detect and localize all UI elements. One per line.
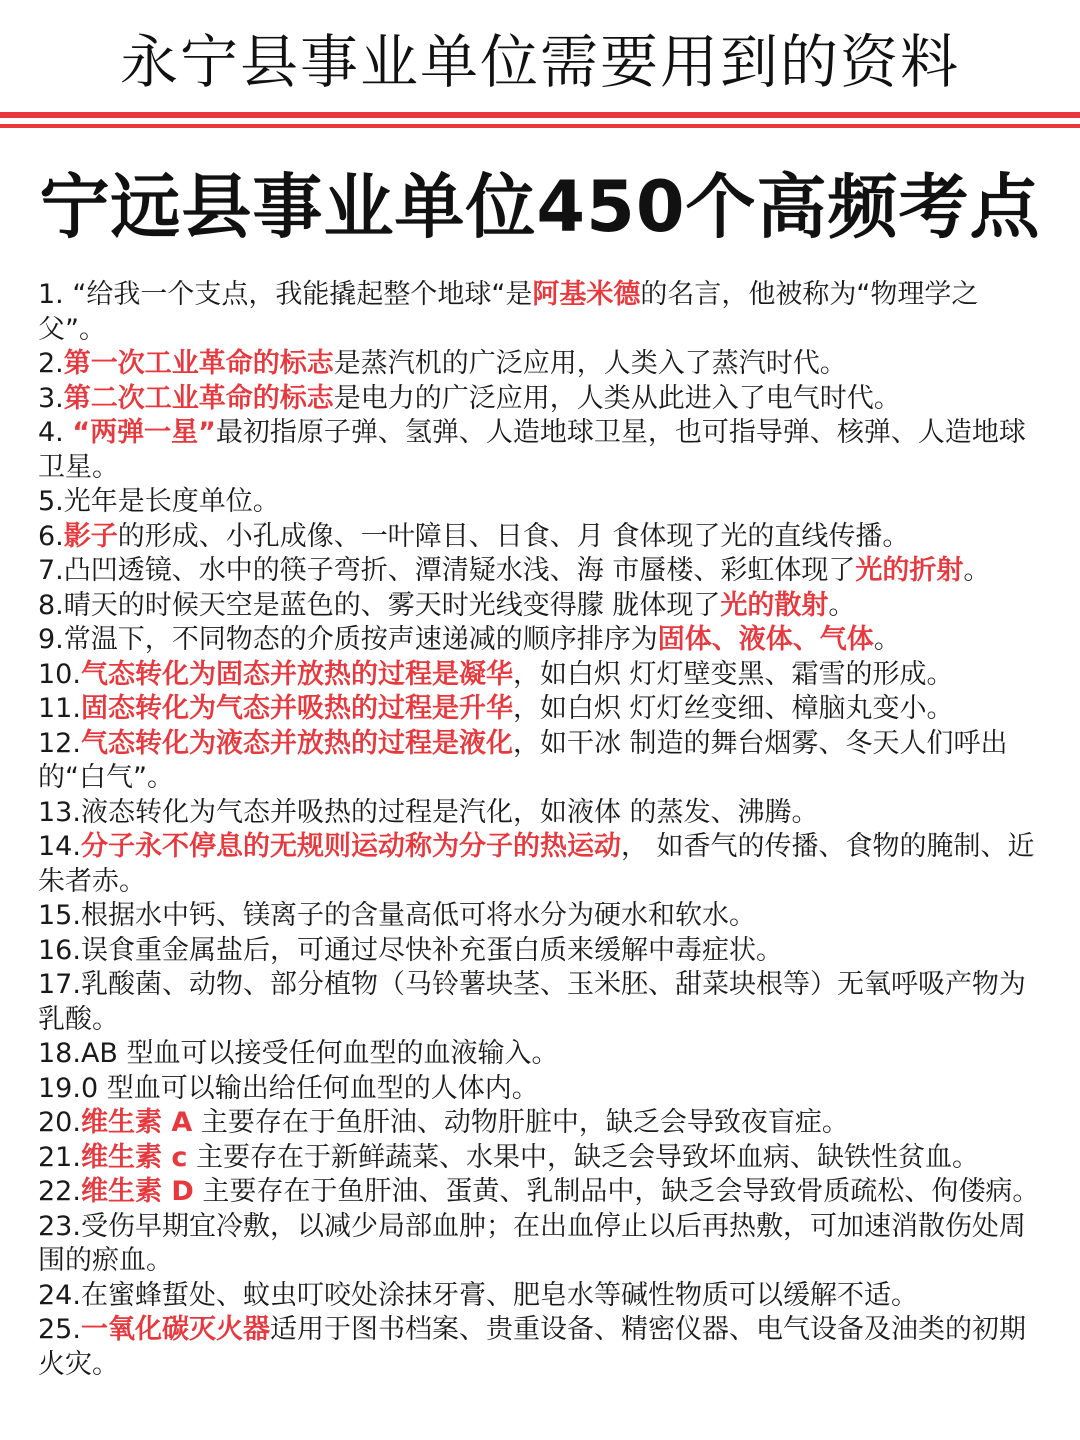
item-text: 6. [38, 520, 64, 552]
list-item [38, 1072, 1046, 1107]
list-item [38, 554, 1046, 589]
highlighted-keyword: 一氧化碳灭火器 [80, 1314, 270, 1345]
item-text: 的形成、小孔成像、一叶障目、日食、月 食体现了光的直线传播。 [117, 520, 910, 552]
item-text: ，如白炽 灯灯丝变细、樟脑丸变小。 [512, 693, 954, 724]
item-text: 1. “给我一个支点，我能撬起整个地球“是 [38, 279, 533, 310]
item-text: 14. [38, 831, 81, 862]
list-item [38, 1106, 1046, 1141]
top-title: 永宁县事业单位需要用到的资料 [119, 28, 960, 96]
highlighted-keyword: 分子永不停息的无规则运动称为分子的热运动 [80, 831, 621, 862]
item-text: 的名言，他被称为“物理学之父”。 [38, 279, 979, 345]
highlighted-keyword: 固态转化为气态并吸热的过程是升华 [80, 693, 513, 724]
item-text: 20. [38, 1107, 81, 1138]
item-text: 5.光年是长度单位。 [38, 486, 280, 517]
item-text: 24.在蜜蜂蜇处、蚊虫叮咬处涂抹牙膏、肥皂水等碱性物质可以缓解不适。 [38, 1279, 918, 1311]
list-item [38, 278, 1046, 347]
item-text: 17.乳酸菌、动物、部分植物（马铃薯块茎、玉米胚、甜菜块根等）无氧呼吸产物为乳酸。 [38, 969, 1026, 1035]
item-text: 主要存在于鱼肝油、动物肝脏中，缺乏会导致夜盲症。 [192, 1107, 849, 1138]
list-item [38, 1313, 1046, 1382]
item-text: 。 [963, 555, 991, 586]
list-item [38, 485, 1046, 520]
highlighted-keyword: 固体、液体、气体 [657, 624, 874, 655]
item-text: 。 [828, 589, 856, 621]
list-item [38, 347, 1046, 382]
item-text: 适用于图书档案、贵重设备、精密仪器、电气设备及油类的初期火灾。 [38, 1314, 1026, 1380]
item-text: 9.常温下，不同物态的介质按声速递减的顺序排序为 [38, 624, 658, 655]
list-item [38, 1037, 1046, 1072]
item-text: ，如干冰 制造的舞台烟雾、冬天人们呼出的“白气”。 [38, 727, 1008, 793]
item-text: 主要存在于鱼肝油、蛋黄、乳制品中，缺乏会导致骨质疏松、佝偻病。 [193, 1176, 1040, 1207]
highlighted-keyword: 第一次工业革命的标志 [63, 348, 334, 379]
list-item [38, 796, 1046, 831]
item-text: 最初指原子弹、氢弹、人造地球卫星，也可指导弹、核弹、人造地球卫星。 [38, 417, 1026, 483]
item-text: 是蒸汽机的广泛应用，人类入了蒸汽时代。 [333, 348, 847, 379]
item-text: 13.液态转化为气态并吸热的过程是汽化，如液体 的蒸发、沸腾。 [38, 796, 819, 828]
list-item [38, 658, 1046, 693]
red-divider-bottom [0, 124, 1080, 128]
item-text: 10. [38, 658, 81, 690]
list-item [38, 623, 1046, 658]
item-text: 是电力的广泛应用，人类从此进入了电气时代。 [333, 382, 901, 414]
highlighted-keyword: 维生素 A [80, 1107, 193, 1138]
highlighted-keyword: 维生素 c [80, 1141, 188, 1173]
item-text: 12. [38, 727, 81, 759]
highlighted-keyword: 维生素 D [80, 1176, 194, 1207]
list-item [38, 830, 1046, 899]
list-item [38, 1141, 1046, 1176]
list-item [38, 520, 1046, 555]
highlighted-keyword: 气态转化为液态并放热的过程是液化 [80, 727, 513, 759]
item-text: 。 [873, 624, 901, 655]
list-item [38, 589, 1046, 624]
red-divider-top [0, 112, 1080, 118]
knowledge-point-list [38, 278, 1046, 1382]
item-text: 18.AB 型血可以接受任何血型的血液输入。 [38, 1038, 559, 1069]
highlighted-keyword: 影子 [63, 520, 118, 552]
item-text: 16.误食重金属盐后，可通过尽快补充蛋白质来缓解中毒症状。 [38, 934, 783, 966]
item-text: 15.根据水中钙、镁离子的含量高低可将水分为硬水和软水。 [38, 900, 756, 931]
list-item [38, 899, 1046, 934]
item-text: 3. [38, 382, 64, 414]
item-text: 21. [38, 1141, 81, 1173]
item-text: 19.0 型血可以输出给任何血型的人体内。 [38, 1072, 539, 1104]
highlighted-keyword: 光的折射 [855, 555, 964, 586]
highlighted-keyword: “两弹一星” [72, 417, 216, 448]
highlighted-keyword: 阿基米德 [532, 279, 641, 310]
highlighted-keyword: 光的散射 [720, 589, 829, 621]
main-title: 宁远县事业单位450个高频考点 [39, 166, 1041, 248]
list-item [38, 382, 1046, 417]
item-text: 2. [38, 348, 64, 379]
item-text: ，如白炽 灯灯壁变黑、霜雪的形成。 [512, 658, 954, 690]
list-item [38, 416, 1046, 485]
item-text: ， 如香气的传播、食物的腌制、近朱者赤。 [38, 831, 1035, 897]
list-item [38, 727, 1046, 796]
highlighted-keyword: 气态转化为固态并放热的过程是凝华 [80, 658, 513, 690]
list-item [38, 968, 1046, 1037]
list-item [38, 1279, 1046, 1314]
item-text: 7.凸凹透镜、水中的筷子弯折、潭清疑水浅、海 市蜃楼、彩虹体现了 [38, 555, 856, 586]
list-item [38, 1210, 1046, 1279]
list-item [38, 1175, 1046, 1210]
item-text: 8.晴天的时候天空是蓝色的、雾天时光线变得朦 胧体现了 [38, 589, 721, 621]
list-item [38, 692, 1046, 727]
item-text: 25. [38, 1314, 81, 1345]
item-text: 4. [38, 417, 73, 448]
item-text: 23.受伤早期宜冷敷，以减少局部血肿；在出血停止以后再热敷，可加速消散伤处周围的瘀血。 [38, 1210, 1026, 1276]
item-text: 主要存在于新鲜蔬菜、水果中，缺乏会导致坏血病、缺铁性贫血。 [187, 1141, 979, 1173]
item-text: 11. [38, 693, 81, 724]
highlighted-keyword: 第二次工业革命的标志 [63, 382, 334, 414]
item-text: 22. [38, 1176, 81, 1207]
list-item [38, 934, 1046, 969]
